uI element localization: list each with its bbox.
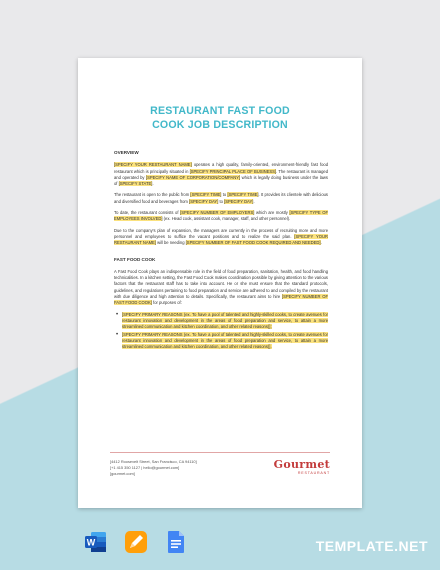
document-page bbox=[78, 58, 362, 508]
placeholder-highlight: [SPECIFY NAME OF CORPORATION/COMPANY] bbox=[145, 174, 241, 180]
placeholder-highlight: [SPECIFY PRIMARY REASONS (ex. To have a pool of talented and highly-skilled cooks, to create avenues for restaurant innovation and development in the areas of food preparation and service, to attain a more streamlined communication and kitchen coordination, and other related reasons)]; bbox=[122, 311, 328, 330]
paragraph-3 bbox=[114, 210, 328, 223]
paragraph-5 bbox=[114, 269, 328, 307]
contact-info bbox=[110, 459, 240, 476]
placeholder-highlight: [SPECIFY DAY] bbox=[189, 198, 219, 204]
title-line-2: COOK JOB DESCRIPTION bbox=[152, 119, 288, 131]
template-net-brandmark: TEMPLATE.NET bbox=[315, 538, 428, 554]
overview-heading: OVERVIEW bbox=[114, 150, 139, 155]
placeholder-highlight: [SPECIFY STATE] bbox=[118, 181, 153, 187]
reasons-list bbox=[114, 312, 328, 351]
placeholder-highlight: [SPECIFY DAY] bbox=[224, 198, 254, 204]
title-line-1: RESTAURANT FAST FOOD bbox=[150, 105, 290, 117]
gourmet-logo bbox=[274, 459, 330, 476]
text: which are mostly bbox=[254, 210, 290, 216]
text: to bbox=[218, 198, 225, 204]
cook-heading: FAST FOOD COOK bbox=[114, 256, 156, 262]
text: . It provides its clientele with delicious and diversified food and beverages from bbox=[114, 192, 328, 204]
text: will be needing bbox=[155, 240, 186, 246]
paragraph-2 bbox=[114, 192, 328, 205]
placeholder-highlight: [SPECIFY TIME] bbox=[227, 192, 259, 198]
placeholder-highlight: [SPECIFY NUMBER OF FAST FOOD COOK] bbox=[114, 294, 328, 306]
placeholder-highlight: [SPECIFY TYPE OF EMPLOYEES INVOLVED] bbox=[114, 210, 328, 222]
phone-email: [+1 415 350 1127 | hello@gourmet.com] bbox=[110, 464, 180, 470]
placeholder-highlight: [SPECIFY NUMBER OF EMPLOYERS] bbox=[180, 210, 255, 216]
logo-name: Gourmet bbox=[273, 458, 330, 471]
svg-text:W: W bbox=[86, 537, 96, 548]
text: Due to the company's plan of expansion, the managers are currently in the process of recruiting more and more personnel and employees to suffice the vacant positions and to realize the said plan. bbox=[114, 227, 328, 239]
list-item bbox=[122, 312, 328, 331]
text: to bbox=[221, 192, 228, 198]
text: operates a high quality, family-oriented, environment-friendly fast food restaurant which is principally situated in bbox=[114, 162, 328, 174]
placeholder-highlight: [SPECIFY PRINCIPAL PLACE OF BUSINESS] bbox=[189, 168, 277, 174]
placeholder-highlight: [SPECIFY YOUR RESTAURANT NAME] bbox=[114, 233, 328, 246]
pages-icon[interactable] bbox=[124, 530, 148, 554]
text: . The restaurant is managed and operated by bbox=[114, 168, 329, 180]
placeholder-highlight: [SPECIFY TIME] bbox=[190, 192, 222, 198]
paragraph-4 bbox=[114, 228, 328, 247]
placeholder-highlight: [SPECIFY PRIMARY REASONS (ex. To have a pool of talented and highly-skilled cooks, to create avenues for restaurant innovation and development in the areas of food preparation and service, to attain a more streamlined communication and kitchen coordination, and other related reasons)]. bbox=[122, 331, 328, 350]
placeholder-highlight: [SPECIFY NUMBER OF FAST FOOD COOK REQUIRED AND NEEDED] bbox=[185, 240, 321, 246]
text: To date, the restaurant consists of bbox=[114, 210, 181, 216]
address: [4412 Roosevelt Street, San Francisco, CA 94110] bbox=[110, 459, 197, 464]
paragraph-1 bbox=[114, 162, 328, 187]
google-docs-icon[interactable] bbox=[164, 530, 188, 554]
document-footer bbox=[110, 452, 330, 476]
text: . bbox=[152, 181, 154, 187]
text: . bbox=[320, 240, 322, 246]
text: A Fast Food Cook plays an indispensable role in the field of food preparation, sanitation, health, and food handling technicalities. In a kitchen setting, the Fast Food Cook makes coordination possible by giving attention to the various factors that the restaurant staff has to take into account. He or she must ensure that the standard protocols, guidelines, and regulations pertaining to food preparation and service are adhered to and compiled by the restaurant with due diligence and high attention to details. Specifically, the restaurant aims to hire bbox=[114, 268, 328, 300]
text: The restaurant is open to the public from bbox=[114, 192, 191, 198]
list-item bbox=[122, 332, 328, 351]
text: for purposes of: bbox=[151, 300, 182, 306]
logo-sub: RESTAURANT bbox=[297, 471, 330, 475]
text: which is legally doing business under the laws of bbox=[114, 174, 328, 187]
placeholder-highlight: [SPECIFY YOUR RESTAURANT NAME] bbox=[114, 162, 192, 168]
word-icon[interactable] bbox=[84, 530, 108, 554]
website: [gourmet.com] bbox=[110, 470, 135, 476]
text: . bbox=[253, 198, 255, 204]
document-title bbox=[78, 104, 362, 132]
text: (ex. Head cook, assistant cook, manager, staff, and other personnel). bbox=[162, 216, 291, 222]
document-body bbox=[114, 150, 328, 351]
